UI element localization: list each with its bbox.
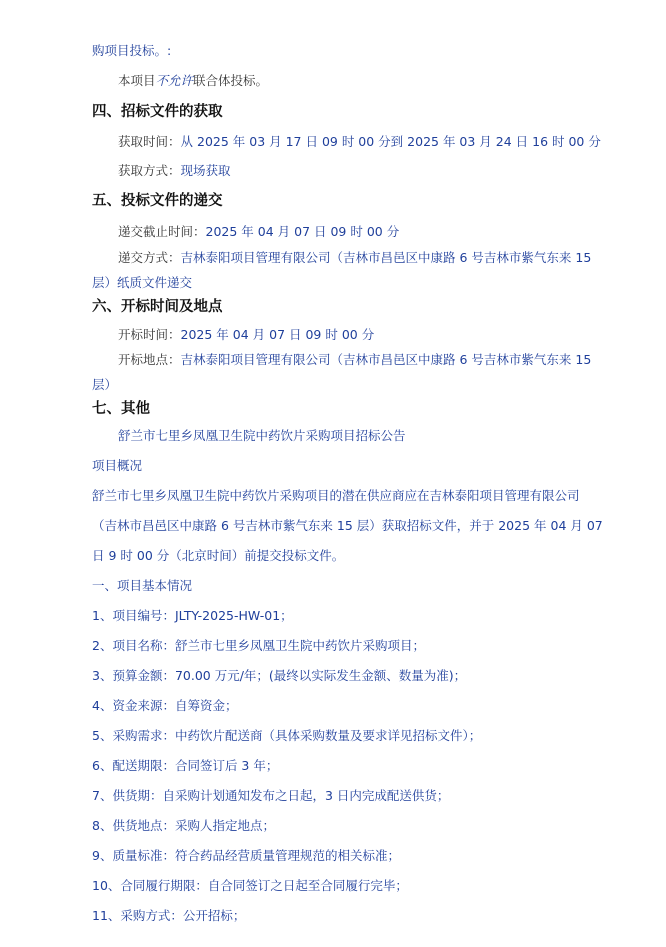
get-way-value: 现场获取 [180, 163, 231, 178]
basic-item: 5、采购需求：中药饮片配送商（具体采购数量及要求详见招标文件）； [92, 728, 482, 743]
basic-item: 6、配送期限：合同签订后 3 年； [92, 758, 279, 773]
basic-item: 8、供货地点：采购人指定地点； [92, 818, 275, 833]
overview-text-1: 舒兰市七里乡凤凰卫生院中药饮片采购项目的潜在供应商应在吉林泰阳项目管理有限公司 [92, 488, 580, 503]
joint-bid-paragraph [118, 72, 666, 90]
submit-way-label: 递交方式： [118, 250, 181, 265]
basic-item: 2、项目名称：舒兰市七里乡凤凰卫生院中药饮片采购项目； [92, 638, 425, 653]
submit-way-line [118, 249, 666, 267]
section-heading-5: 五、投标文件的递交 [92, 193, 223, 209]
basic-item: 7、供货期：自采购计划通知发布之日起，3 日内完成配送供货； [92, 788, 450, 803]
submit-way-continued: 层）纸质文件递交 [92, 275, 193, 290]
joint-bid-pre: 本项目 [118, 73, 156, 88]
submit-way-value: 吉林泰阳项目管理有限公司（吉林市昌邑区中康路 6 号吉林市紫气东来 15 [180, 250, 592, 265]
basic-item: 9、质量标准：符合药品经营质量管理规范的相关标准； [92, 848, 400, 863]
overview-heading: 项目概况 [92, 458, 143, 473]
joint-bid-post: 联合体投标。 [193, 73, 269, 88]
get-time-line [118, 133, 666, 151]
open-place-line [118, 351, 666, 369]
section-heading-4: 四、招标文件的获取 [92, 104, 223, 120]
open-time-value: 2025 年 04 月 07 日 09 时 00 分 [180, 327, 375, 342]
open-place-value: 吉林泰阳项目管理有限公司（吉林市昌邑区中康路 6 号吉林市紫气东来 15 [180, 352, 592, 367]
section-heading-7: 七、其他 [92, 401, 150, 417]
overview-text-3: 日 9 时 00 分（北京时间）前提交投标文件。 [92, 548, 345, 563]
open-place-continued: 层） [92, 377, 118, 392]
basic-item: 3、预算金额：70.00 万元/年；(最终以实际发生金额、数量为准)； [92, 668, 467, 683]
open-place-label: 开标地点： [118, 352, 181, 367]
joint-bid-emphasis: 不允许 [155, 73, 194, 88]
submit-deadline-label: 递交截止时间： [118, 224, 206, 239]
basic-info-heading: 一、项目基本情况 [92, 578, 193, 593]
overview-text-2: （吉林市昌邑区中康路 6 号吉林市紫气东来 15 层）获取招标文件，并于 2025 年 04 月 07 [92, 518, 603, 533]
submit-deadline-line [118, 223, 666, 241]
paragraph-tail: 购项目投标。: [92, 43, 172, 58]
basic-item: 10、合同履行期限：自合同签订之日起至合同履行完毕； [92, 878, 408, 893]
get-time-label: 获取时间： [118, 134, 181, 149]
get-way-line [118, 162, 666, 180]
announcement-title: 舒兰市七里乡凤凰卫生院中药饮片采购项目招标公告 [118, 428, 406, 443]
submit-deadline-value: 2025 年 04 月 07 日 09 时 00 分 [205, 224, 400, 239]
basic-item: 1、项目编号：JLTY-2025-HW-01； [92, 608, 293, 623]
open-time-label: 开标时间： [118, 327, 181, 342]
open-time-line [118, 326, 666, 344]
basic-item: 11、采购方式：公开招标； [92, 908, 246, 923]
basic-item: 4、资金来源：自筹资金； [92, 698, 238, 713]
section-heading-6: 六、开标时间及地点 [92, 299, 223, 315]
get-way-label: 获取方式： [118, 163, 181, 178]
get-time-value: 从 2025 年 03 月 17 日 09 时 00 分到 2025 年 03 月 24 日 16 时 00 分 [180, 134, 601, 149]
